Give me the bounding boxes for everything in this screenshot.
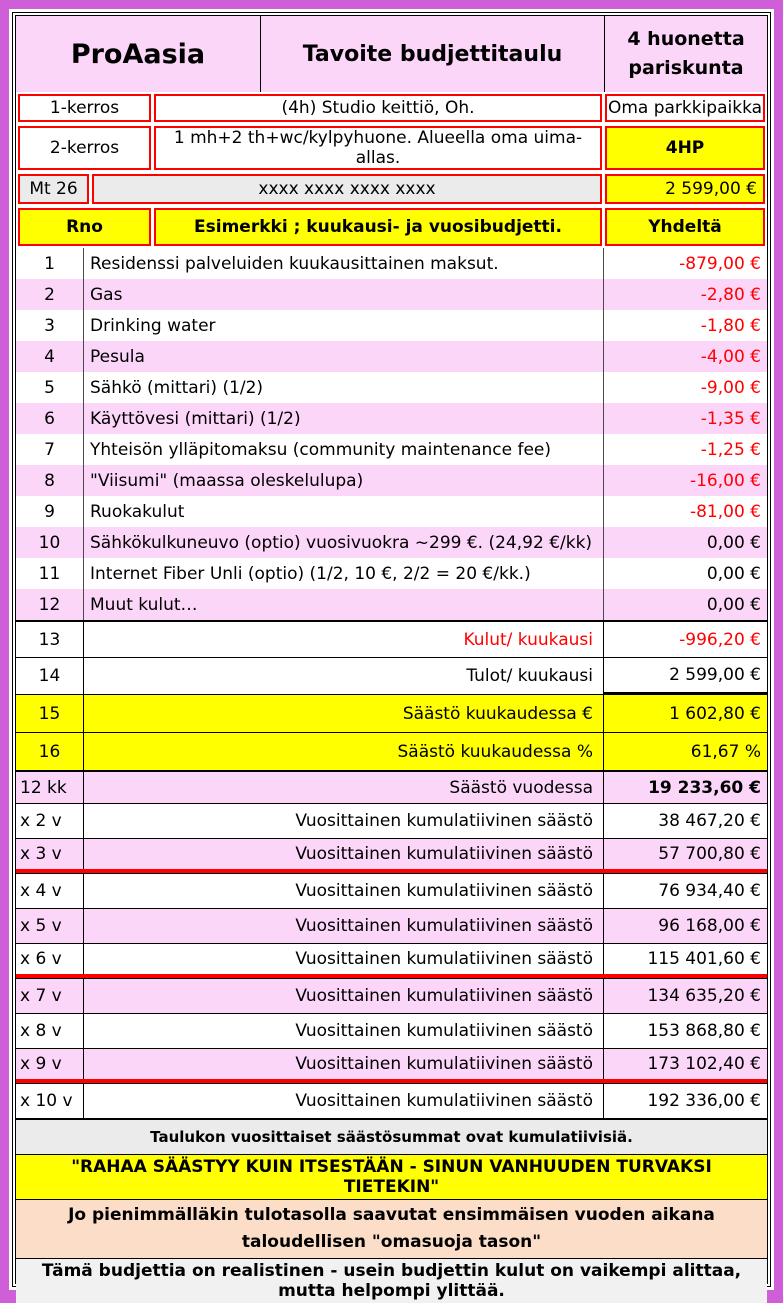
expense-amount: -1,80 € <box>700 315 761 336</box>
cumulative-label: Vuosittainen kumulatiivinen säästö <box>83 1049 604 1079</box>
income-amount: 2 599,00 € <box>604 658 767 694</box>
costs-amount: -996,20 € <box>679 629 761 650</box>
rno-header: Rno <box>18 208 151 246</box>
expense-row <box>16 465 767 496</box>
white-mat <box>9 9 774 1302</box>
cumulative-row <box>16 1083 767 1118</box>
row-number: 5 <box>44 377 55 398</box>
cumulative-amount: 76 934,40 € <box>658 881 761 901</box>
expense-label: Ruokakulut <box>83 496 604 527</box>
page-title: Tavoite budjettitaulu <box>302 41 563 67</box>
yearly-savings-amount: 19 233,60 € <box>648 777 761 798</box>
row-number: 3 <box>44 315 55 336</box>
cumulative-row <box>16 1013 767 1048</box>
cumulative-amount: 115 401,60 € <box>647 949 761 969</box>
property-type-line1: 4 huonetta <box>627 27 745 50</box>
floor1-label: 1-kerros <box>18 94 151 122</box>
budget-table <box>12 12 771 1302</box>
expense-row <box>16 434 767 465</box>
expense-row <box>16 310 767 341</box>
row-number: 11 <box>38 563 61 584</box>
row-number: 1 <box>44 253 55 274</box>
floor1-row <box>16 92 767 124</box>
row-number: 12 <box>38 594 61 615</box>
cumulative-amount: 134 635,20 € <box>647 986 761 1006</box>
cumulative-row <box>16 978 767 1013</box>
expense-row <box>16 372 767 403</box>
period-label: x 3 v <box>20 844 62 864</box>
expense-row <box>16 527 767 558</box>
period-label: x 6 v <box>20 949 62 969</box>
header-row <box>16 16 767 92</box>
expense-label: Drinking water <box>83 310 604 341</box>
cumulative-row <box>16 803 767 838</box>
cumulative-amount: 57 700,80 € <box>658 844 761 864</box>
footer-note-slogan: "RAHAA SÄÄSTYY KUIN ITSESTÄÄN - SINUN VANHUUDEN TURVAKSI TIETEKIN" <box>16 1154 767 1199</box>
expense-label: Gas <box>83 279 604 310</box>
yearly-savings-label: Säästö vuodessa <box>83 772 604 803</box>
expense-row <box>16 496 767 527</box>
costs-label: Kulut/ kuukausi <box>83 622 604 657</box>
expense-amount: -1,25 € <box>700 439 761 460</box>
period-label: x 5 v <box>20 916 62 936</box>
example-header: Esimerkki ; kuukausi- ja vuosibudjetti. <box>154 208 602 246</box>
expense-label: Käyttövesi (mittari) (1/2) <box>83 403 604 434</box>
expense-amount: -4,00 € <box>700 346 761 367</box>
period-label: 12 kk <box>20 777 67 798</box>
per-unit-header: Yhdeltä <box>605 208 765 246</box>
expense-row <box>16 403 767 434</box>
savings-pct-row <box>16 732 767 770</box>
floor2-value: 4HP <box>605 126 765 170</box>
expense-label: Pesula <box>83 341 604 372</box>
floor2-row <box>16 124 767 172</box>
cumulative-amount: 96 168,00 € <box>658 916 761 936</box>
expense-label: Sähkö (mittari) (1/2) <box>83 372 604 403</box>
expense-row <box>16 341 767 372</box>
cumulative-amount: 173 102,40 € <box>647 1054 761 1074</box>
footer-note-cumulative: Taulukon vuosittaiset säästösummat ovat kumulatiivisiä. <box>16 1118 767 1154</box>
period-label: x 7 v <box>20 986 62 1006</box>
row-number: 15 <box>16 695 83 732</box>
income-per-month-row <box>16 657 767 694</box>
row-number: 16 <box>16 733 83 770</box>
cumulative-row <box>16 873 767 908</box>
property-type-line2: pariskunta <box>628 57 744 79</box>
period-label: x 4 v <box>20 881 62 901</box>
row-number: 4 <box>44 346 55 367</box>
expense-label: Residenssi palveluiden kuukausittainen maksut. <box>83 248 604 279</box>
expense-label: Sähkökulkuneuvo (optio) vuosivuokra ~299 €. (24,92 €/kk) <box>83 527 604 558</box>
expense-amount: -16,00 € <box>689 470 761 491</box>
expense-label: Muut kulut… <box>83 589 604 620</box>
income-label: Tulot/ kuukausi <box>83 658 604 694</box>
cumulative-row <box>16 908 767 943</box>
expense-amount: -1,35 € <box>700 408 761 429</box>
cumulative-label: Vuosittainen kumulatiivinen säästö <box>83 874 604 908</box>
row-number: 10 <box>38 532 61 553</box>
expense-row <box>16 279 767 310</box>
row-number: 8 <box>44 470 55 491</box>
expense-amount: 0,00 € <box>706 594 761 615</box>
footer-note-realistic: Tämä budjettia on realistinen - usein budjettin kulut on vaikempi alittaa, mutta helpompi ylittää. <box>16 1258 767 1303</box>
savings-eur-row <box>16 694 767 732</box>
savings-pct-amount: 61,67 % <box>604 733 767 770</box>
cumulative-label: Vuosittainen kumulatiivinen säästö <box>83 979 604 1013</box>
period-label: x 8 v <box>20 1021 62 1041</box>
costs-per-month-row <box>16 620 767 657</box>
table-header-row <box>16 206 767 248</box>
expense-label: Internet Fiber Unli (optio) (1/2, 10 €, 2/2 = 20 €/kk.) <box>83 558 604 589</box>
savings-eur-amount: 1 602,80 € <box>604 695 767 732</box>
cumulative-row <box>16 838 767 873</box>
cumulative-amount: 38 467,20 € <box>658 811 761 831</box>
row-number: 6 <box>44 408 55 429</box>
savings-eur-label: Säästö kuukaudessa € <box>83 695 604 732</box>
floor1-desc: (4h) Studio keittiö, Oh. <box>154 94 602 122</box>
row-number: 2 <box>44 284 55 305</box>
cumulative-label: Vuosittainen kumulatiivinen säästö <box>83 944 604 974</box>
expense-row <box>16 558 767 589</box>
period-label: x 2 v <box>20 811 62 831</box>
expense-amount: -9,00 € <box>700 377 761 398</box>
expense-amount: -879,00 € <box>679 253 761 274</box>
property-type <box>604 16 767 92</box>
cumulative-label: Vuosittainen kumulatiivinen säästö <box>83 1014 604 1048</box>
expense-amount: -2,80 € <box>700 284 761 305</box>
row-number: 13 <box>38 629 61 650</box>
cumulative-amount: 192 336,00 € <box>647 1091 761 1111</box>
yearly-savings-row <box>16 770 767 803</box>
cumulative-label: Vuosittainen kumulatiivinen säästö <box>83 909 604 943</box>
row-number: 7 <box>44 439 55 460</box>
floor2-desc: 1 mh+2 th+wc/kylpyhuone. Alueella oma uima-allas. <box>154 126 602 170</box>
footer-note-protection: Jo pienimmälläkin tulotasolla saavutat ensimmäisen vuoden aikana taloudellisen "omasuoja tason" <box>16 1199 767 1258</box>
row-number: 14 <box>38 666 61 686</box>
rent-row <box>16 172 767 206</box>
brand-title: ProAasia <box>16 16 261 92</box>
cumulative-row <box>16 943 767 978</box>
cumulative-label: Vuosittainen kumulatiivinen säästö <box>83 839 604 869</box>
rent-value: 2 599,00 € <box>605 174 765 204</box>
cumulative-row <box>16 1048 767 1083</box>
cumulative-label: Vuosittainen kumulatiivinen säästö <box>83 804 604 838</box>
expense-row <box>16 248 767 279</box>
floor1-value: Oma parkkipaikka <box>605 94 765 122</box>
period-label: x 10 v <box>20 1091 73 1111</box>
row-number: 9 <box>44 501 55 522</box>
expense-amount: 0,00 € <box>706 532 761 553</box>
cumulative-label: Vuosittainen kumulatiivinen säästö <box>83 1084 604 1118</box>
period-label: x 9 v <box>20 1054 62 1074</box>
rent-desc: xxxx xxxx xxxx xxxx <box>92 174 602 204</box>
cumulative-amount: 153 868,80 € <box>647 1021 761 1041</box>
floor2-label: 2-kerros <box>18 126 151 170</box>
expense-label: "Viisumi" (maassa oleskelulupa) <box>83 465 604 496</box>
expense-label: Yhteisön ylläpitomaksu (community maintenance fee) <box>83 434 604 465</box>
expense-row <box>16 589 767 620</box>
rent-label: Mt 26 <box>18 174 89 204</box>
expense-amount: 0,00 € <box>706 563 761 584</box>
savings-pct-label: Säästö kuukaudessa % <box>83 733 604 770</box>
expense-amount: -81,00 € <box>689 501 761 522</box>
